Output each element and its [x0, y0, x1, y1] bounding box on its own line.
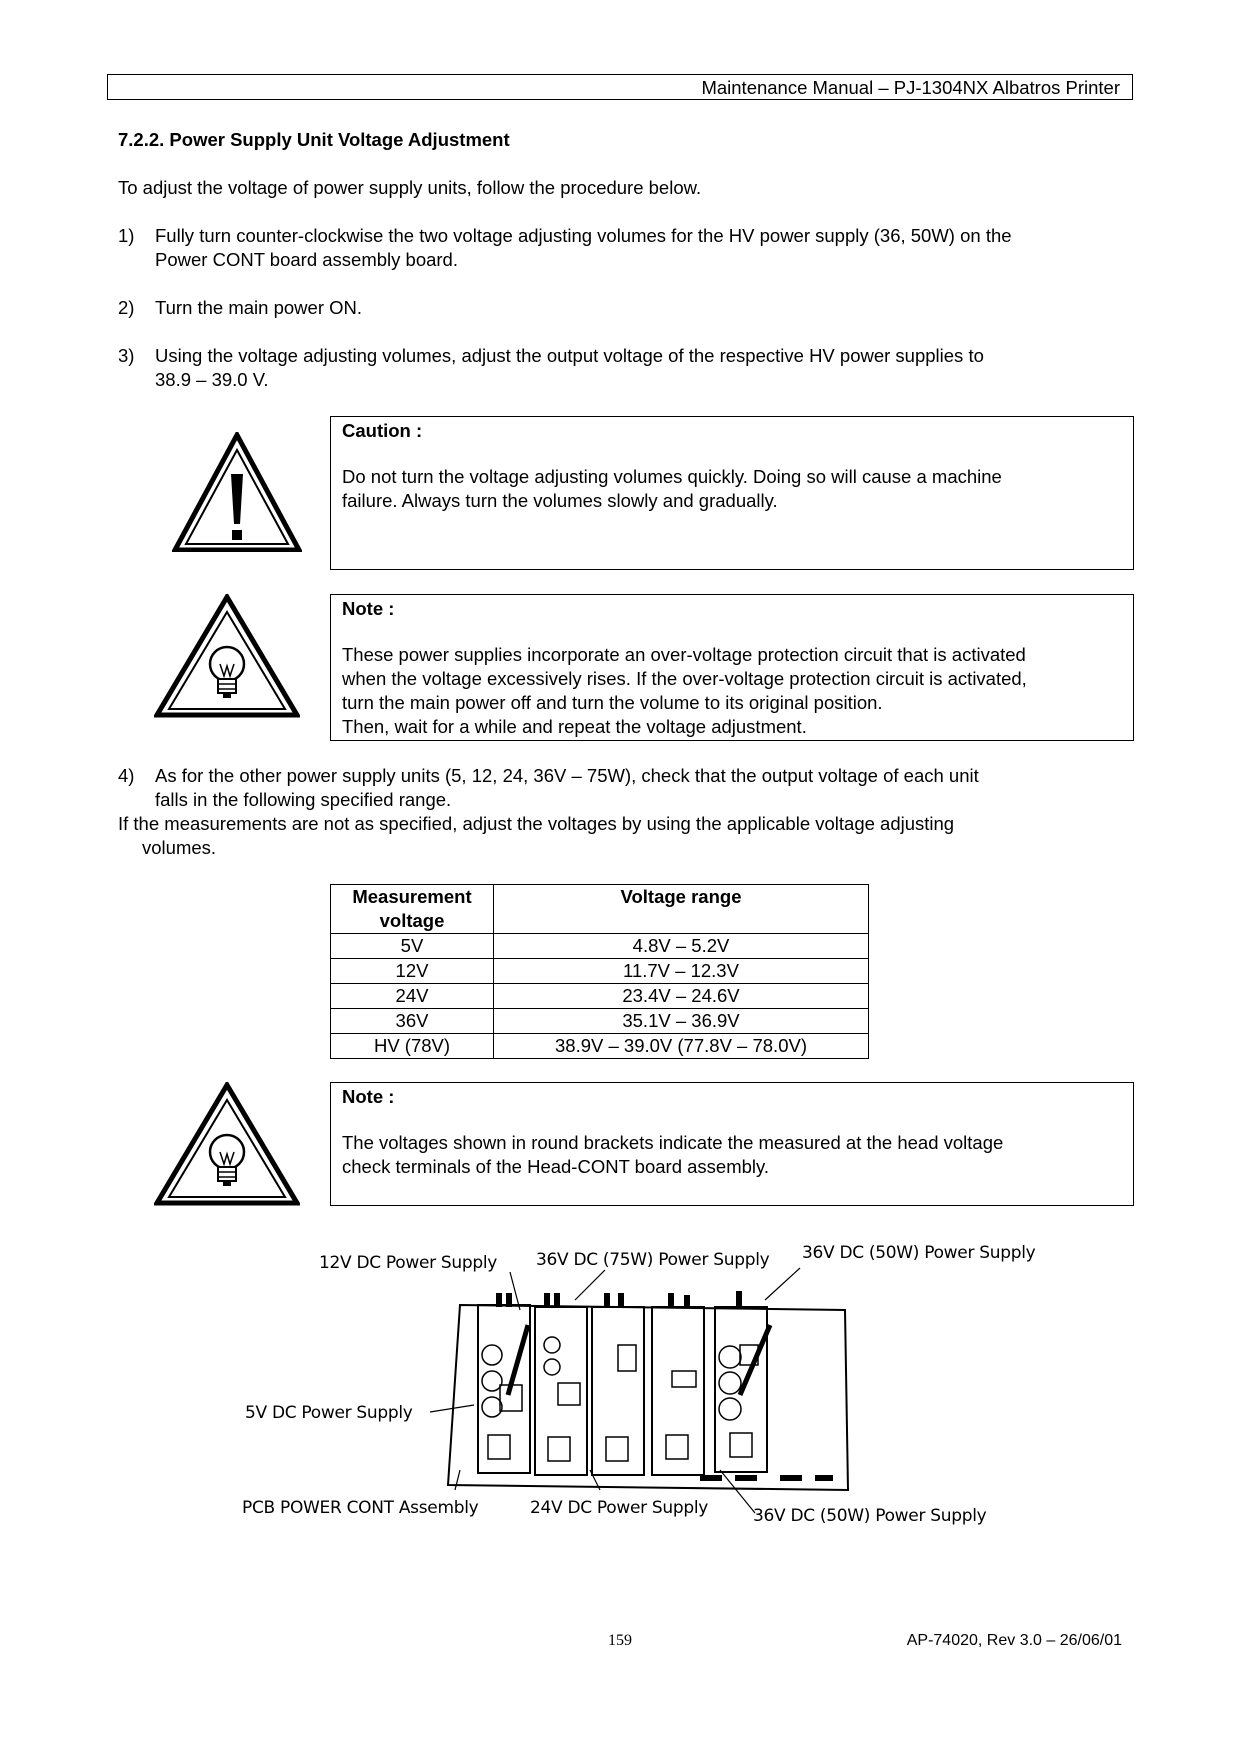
note-line: Then, wait for a while and repeat the voltage adjustment.: [342, 716, 807, 737]
table-cell: 5V: [331, 934, 494, 959]
step-number: 2): [118, 297, 135, 318]
note-line: These power supplies incorporate an over-voltage protection circuit that is activated: [342, 644, 1026, 665]
caution-line: failure. Always turn the volumes slowly and gradually.: [342, 490, 778, 511]
table-header-range: Voltage range: [494, 885, 869, 934]
caution-line: Do not turn the voltage adjusting volumes quickly. Doing so will cause a machine: [342, 466, 1002, 487]
table-cell: 4.8V – 5.2V: [494, 934, 869, 959]
note-line: turn the main power off and turn the volume to its original position.: [342, 692, 883, 713]
step-text: Fully turn counter-clockwise the two voltage adjusting volumes for the HV power supply (36, 50W) on the: [155, 225, 1012, 246]
table-cell: HV (78V): [331, 1034, 494, 1059]
photo-label-24v: 24V DC Power Supply: [530, 1498, 709, 1518]
table-cell: 38.9V – 39.0V (77.8V – 78.0V): [494, 1034, 869, 1059]
photo-label-pcb: PCB POWER CONT Assembly: [242, 1498, 479, 1518]
section-title: 7.2.2. Power Supply Unit Voltage Adjustment: [118, 129, 510, 150]
step-text: Using the voltage adjusting volumes, adjust the output voltage of the respective HV power supplies to: [155, 345, 984, 366]
intro-text: To adjust the voltage of power supply units, follow the procedure below.: [118, 177, 702, 198]
document-id: AP-74020, Rev 3.0 – 26/06/01: [906, 1632, 1122, 1649]
page-number: 159: [608, 1632, 632, 1649]
photo-label-5v: 5V DC Power Supply: [245, 1403, 413, 1423]
measure-text: volumes.: [142, 837, 217, 858]
table-cell: 23.4V – 24.6V: [494, 984, 869, 1009]
measure-text: If the measurements are not as specified, adjust the voltages by using the applicable voltage adjusting: [118, 813, 955, 834]
step-text: Turn the main power ON.: [155, 297, 363, 318]
photo-label-36v-50w-top: 36V DC (50W) Power Supply: [802, 1243, 1036, 1263]
table-header-line: Measurement: [352, 886, 472, 907]
note-title: Note :: [342, 1086, 395, 1107]
step-number: 1): [118, 225, 135, 246]
table-cell: 35.1V – 36.9V: [494, 1009, 869, 1034]
step-text: Power CONT board assembly board.: [155, 249, 458, 270]
photo-label-36v-50w-bottom: 36V DC (50W) Power Supply: [753, 1506, 987, 1526]
step-number: 4): [118, 765, 135, 786]
caution-title: Caution :: [342, 420, 423, 441]
step-text: falls in the following specified range.: [155, 789, 452, 810]
step-text: As for the other power supply units (5, 12, 24, 36V – 75W), check that the output voltage of each unit: [155, 765, 979, 786]
step-number: 3): [118, 345, 135, 366]
table-header-line: voltage: [379, 910, 445, 931]
photo-label-12v: 12V DC Power Supply: [319, 1253, 498, 1273]
table-cell: 12V: [331, 959, 494, 984]
table-cell: 36V: [331, 1009, 494, 1034]
note-title: Note :: [342, 598, 395, 619]
header-title: Maintenance Manual – PJ-1304NX Albatros Printer: [701, 77, 1120, 98]
photo-label-36v-75w: 36V DC (75W) Power Supply: [536, 1250, 770, 1270]
step-text: 38.9 – 39.0 V.: [155, 369, 269, 390]
note-line: check terminals of the Head-CONT board assembly.: [342, 1156, 770, 1177]
note-line: when the voltage excessively rises. If the over-voltage protection circuit is activated,: [342, 668, 1027, 689]
table-cell: 11.7V – 12.3V: [494, 959, 869, 984]
table-cell: 24V: [331, 984, 494, 1009]
note-line: The voltages shown in round brackets indicate the measured at the head voltage: [342, 1132, 1004, 1153]
